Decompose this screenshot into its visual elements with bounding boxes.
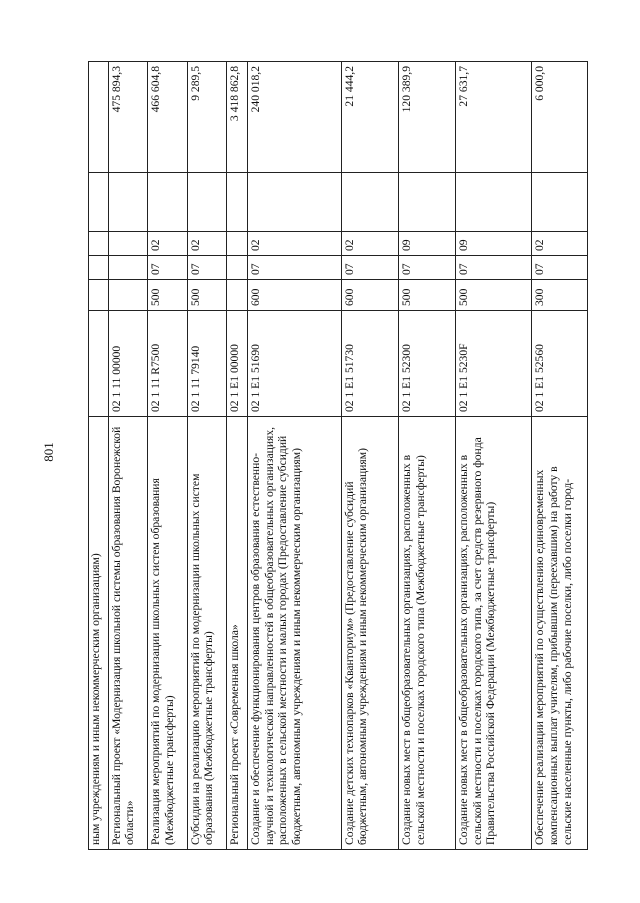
row-rz-cell: 07 — [532, 256, 588, 280]
row-name-cell: ным учреждениям и иным некоммерческим организациям) — [89, 417, 109, 850]
table-row — [226, 62, 247, 850]
row-empty-cell — [341, 173, 398, 232]
row-name-cell: Создание новых мест в общеобразовательных организациях, расположенных в сельской местности и поселках городского типа, за счет средств резервного фонда Правительства Российской Федерации (Межбюджетные трансферты) — [456, 417, 532, 850]
row-csr-cell: 02 1 E1 51690 — [247, 311, 341, 417]
table-row — [399, 62, 456, 850]
row-name-cell: Реализация мероприятий по модернизации школьных систем образования (Межбюджетные трансферты) — [148, 417, 187, 850]
row-vr-cell: 300 — [532, 280, 588, 311]
row-pr-cell: 02 — [247, 232, 341, 256]
row-empty-cell — [187, 173, 226, 232]
row-csr-cell: 02 1 E1 51730 — [341, 311, 398, 417]
page-number: 801 — [41, 442, 56, 462]
row-name-cell: Обеспечение реализации мероприятий по осуществлению единовременных компенсационных выплат учителям, прибывшим (переехавшим) на работу в сельские населенные пункты, либо рабочие поселки, либо поселки город- — [532, 417, 588, 850]
row-rz-cell: 07 — [148, 256, 187, 280]
row-csr-cell: 02 1 11 79140 — [187, 311, 226, 417]
budget-table — [88, 61, 588, 850]
row-csr-cell: 02 1 E1 00000 — [226, 311, 247, 417]
row-name-cell: Региональный проект «Модернизация школьной системы образования Воронежской области» — [108, 417, 147, 850]
table-row — [148, 62, 187, 850]
row-name-cell: Региональный проект «Современная школа» — [226, 417, 247, 850]
row-amount-cell: 475 894,3 — [108, 62, 147, 173]
row-pr-cell — [89, 232, 109, 256]
budget-table-rotated — [88, 62, 588, 850]
table-row — [247, 62, 341, 850]
row-rz-cell — [226, 256, 247, 280]
row-empty-cell — [108, 173, 147, 232]
row-empty-cell — [226, 173, 247, 232]
row-amount-cell: 27 631,7 — [456, 62, 532, 173]
row-amount-cell: 3 418 862,8 — [226, 62, 247, 173]
row-name-cell: Создание новых мест в общеобразовательных организациях, расположенных в сельской местности и поселках городского типа (Межбюджетные трансферты) — [399, 417, 456, 850]
row-pr-cell: 02 — [148, 232, 187, 256]
row-csr-cell: 02 1 11 R7500 — [148, 311, 187, 417]
row-csr-cell: 02 1 E1 5230F — [456, 311, 532, 417]
row-empty-cell — [89, 173, 109, 232]
row-vr-cell — [108, 280, 147, 311]
row-amount-cell: 120 389,9 — [399, 62, 456, 173]
table-row — [187, 62, 226, 850]
row-csr-cell: 02 1 11 00000 — [108, 311, 147, 417]
row-name-cell: Субсидии на реализацию мероприятий по модернизации школьных систем образования (Межбюджетные трансферты) — [187, 417, 226, 850]
table-row — [456, 62, 532, 850]
row-name-cell: Создание детских технопарков «Кванториум» (Предоставление субсидий бюджетным, автономным учреждениям и иным некоммерческим организациям) — [341, 417, 398, 850]
row-vr-cell: 600 — [341, 280, 398, 311]
row-amount-cell: 21 444,2 — [341, 62, 398, 173]
table-row — [89, 62, 109, 850]
row-rz-cell — [89, 256, 109, 280]
row-vr-cell: 600 — [247, 280, 341, 311]
row-empty-cell — [456, 173, 532, 232]
row-vr-cell: 500 — [187, 280, 226, 311]
row-rz-cell: 07 — [187, 256, 226, 280]
row-empty-cell — [399, 173, 456, 232]
row-pr-cell: 02 — [341, 232, 398, 256]
row-pr-cell — [226, 232, 247, 256]
row-vr-cell — [89, 280, 109, 311]
row-amount-cell: 240 018,2 — [247, 62, 341, 173]
row-pr-cell — [108, 232, 147, 256]
row-csr-cell: 02 1 E1 52300 — [399, 311, 456, 417]
row-empty-cell — [532, 173, 588, 232]
row-empty-cell — [148, 173, 187, 232]
row-amount-cell: 466 604,8 — [148, 62, 187, 173]
row-pr-cell: 09 — [456, 232, 532, 256]
row-csr-cell: 02 1 E1 52560 — [532, 311, 588, 417]
row-rz-cell: 07 — [399, 256, 456, 280]
row-csr-cell — [89, 311, 109, 417]
table-body — [89, 62, 588, 850]
row-pr-cell: 09 — [399, 232, 456, 256]
row-vr-cell: 500 — [148, 280, 187, 311]
row-rz-cell — [108, 256, 147, 280]
table-row — [341, 62, 398, 850]
row-vr-cell: 500 — [399, 280, 456, 311]
row-amount-cell: 9 289,5 — [187, 62, 226, 173]
row-rz-cell: 07 — [247, 256, 341, 280]
table-row — [532, 62, 588, 850]
table-row — [108, 62, 147, 850]
row-name-cell: Создание и обеспечение функционирования центров образования естественно-научной и технологической направленностей в общеобразовательных организациях, расположенных в сельской местности и малых городах (Предоставление субсидий бюджетным, автономным учреждениям и иным некоммерческим организациям) — [247, 417, 341, 850]
row-vr-cell — [226, 280, 247, 311]
row-rz-cell: 07 — [341, 256, 398, 280]
row-rz-cell: 07 — [456, 256, 532, 280]
row-pr-cell: 02 — [187, 232, 226, 256]
row-pr-cell: 02 — [532, 232, 588, 256]
row-amount-cell: 6 000,0 — [532, 62, 588, 173]
row-amount-cell — [89, 62, 109, 173]
row-vr-cell: 500 — [456, 280, 532, 311]
row-empty-cell — [247, 173, 341, 232]
